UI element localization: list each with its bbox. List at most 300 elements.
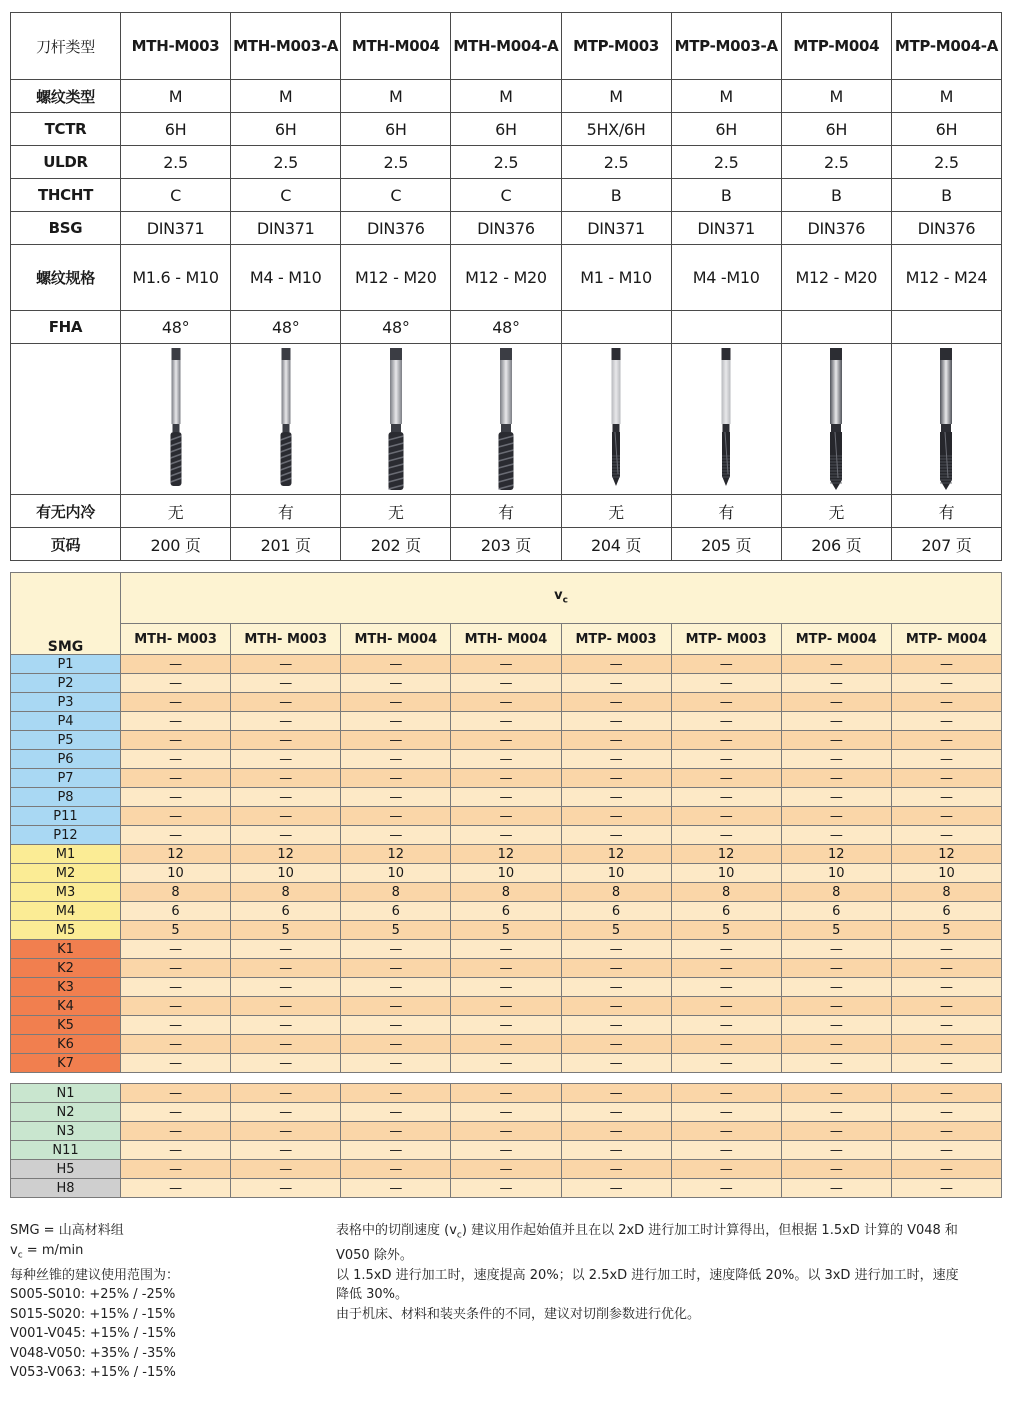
row-label: 有无内冷: [11, 495, 121, 528]
vc-value: —: [231, 788, 341, 807]
cutting-speed-table: [10, 572, 1002, 1198]
vc-value: —: [561, 655, 671, 674]
note-line-2: V050 除外。: [336, 1248, 413, 1264]
vc-row: [11, 1035, 1002, 1054]
vc-value: —: [341, 1084, 451, 1103]
vc-value: —: [341, 1103, 451, 1122]
vc-value: 12: [341, 845, 451, 864]
vc-value: 5: [561, 921, 671, 940]
vc-value: —: [561, 1084, 671, 1103]
vc-value: —: [231, 1054, 341, 1073]
spec-row: [11, 179, 1002, 212]
vc-unit: $v_c = m/\min$: [10, 1242, 84, 1261]
vc-value: 6: [891, 902, 1001, 921]
vc-row: [11, 1054, 1002, 1073]
vc-value: —: [891, 693, 1001, 712]
column-header: MTP-M003-A: [671, 13, 781, 80]
vc-value: —: [671, 1016, 781, 1035]
spec-cell: 2.5: [781, 146, 891, 179]
vc-value: —: [781, 1160, 891, 1179]
page-cell: 205 页: [671, 528, 781, 561]
vc-value: —: [231, 807, 341, 826]
vc-value: —: [561, 693, 671, 712]
vc-value: 8: [891, 883, 1001, 902]
spec-cell: 2.5: [231, 146, 341, 179]
row-label: TCTR: [11, 113, 121, 146]
vc-value: —: [781, 1122, 891, 1141]
vc-value: —: [781, 1016, 891, 1035]
smg-cell: K1: [11, 940, 121, 959]
vc-value: —: [891, 712, 1001, 731]
smg-definition: SMG = 山高材料组: [10, 1223, 124, 1238]
vc-value: 6: [561, 902, 671, 921]
vc-value: —: [121, 1103, 231, 1122]
vc-value: —: [891, 1103, 1001, 1122]
vc-value: —: [121, 731, 231, 750]
range-item: V001-V045: +15% / -15%: [10, 1326, 176, 1342]
vc-value: —: [561, 826, 671, 845]
vc-value: —: [341, 1054, 451, 1073]
vc-value: —: [561, 807, 671, 826]
row-label-empty: [11, 344, 121, 495]
vc-value: —: [451, 978, 561, 997]
vc-value: 10: [781, 864, 891, 883]
vc-value: 12: [451, 845, 561, 864]
spiral-point-tap-icon: [601, 346, 631, 492]
spec-cell: 2.5: [671, 146, 781, 179]
vc-value: —: [561, 997, 671, 1016]
vc-value: —: [341, 674, 451, 693]
vc-value: —: [781, 655, 891, 674]
vc-value: —: [671, 1160, 781, 1179]
vc-value: 6: [231, 902, 341, 921]
spec-cell: 6H: [781, 113, 891, 146]
vc-value: —: [561, 1179, 671, 1198]
vc-row: [11, 807, 1002, 826]
spec-cell: 6H: [121, 113, 231, 146]
vc-value: 8: [671, 883, 781, 902]
vc-value: —: [341, 826, 451, 845]
vc-value: —: [561, 1016, 671, 1035]
spec-cell: M: [121, 80, 231, 113]
row-label: 螺纹类型: [11, 80, 121, 113]
vc-value: —: [781, 1054, 891, 1073]
tool-spec-table: [10, 12, 1002, 561]
vc-row: [11, 959, 1002, 978]
range-item: V048-V050: +35% / -35%: [10, 1345, 176, 1361]
spec-cell: 48°: [451, 311, 561, 344]
vc-value: —: [891, 1179, 1001, 1198]
vc-value: —: [341, 693, 451, 712]
smg-cell: P5: [11, 731, 121, 750]
vc-value: —: [561, 750, 671, 769]
tool-image-cell: [561, 344, 671, 495]
vc-value: —: [671, 959, 781, 978]
spec-cell: 2.5: [561, 146, 671, 179]
vc-value: —: [231, 1179, 341, 1198]
smg-cell: P7: [11, 769, 121, 788]
spec-cell: 2.5: [121, 146, 231, 179]
vc-row: [11, 997, 1002, 1016]
vc-value: 12: [231, 845, 341, 864]
smg-cell: P1: [11, 655, 121, 674]
spiral-point-tap-icon: [931, 346, 961, 492]
vc-row: [11, 693, 1002, 712]
spec-row: [11, 146, 1002, 179]
vc-value: 12: [561, 845, 671, 864]
vc-value: —: [891, 731, 1001, 750]
vc-value: —: [231, 940, 341, 959]
vc-value: —: [671, 750, 781, 769]
vc-value: —: [891, 1084, 1001, 1103]
spec-row: [11, 80, 1002, 113]
vc-value: —: [231, 769, 341, 788]
vc-value: —: [891, 826, 1001, 845]
vc-value: —: [671, 788, 781, 807]
note-line-4: 降低 30%。: [336, 1287, 409, 1303]
vc-value: 10: [231, 864, 341, 883]
page-cell: 203 页: [451, 528, 561, 561]
vc-value: —: [451, 1035, 561, 1054]
vc-value: 8: [781, 883, 891, 902]
vc-value: —: [121, 712, 231, 731]
vc-value: —: [231, 693, 341, 712]
spec-cell: 48°: [121, 311, 231, 344]
spec-cell: M: [781, 80, 891, 113]
smg-cell: P3: [11, 693, 121, 712]
vc-row: [11, 1103, 1002, 1122]
vc-value: —: [451, 1016, 561, 1035]
range-title: 每种丝锥的建议使用范围为：: [10, 1267, 180, 1283]
vc-value: —: [781, 731, 891, 750]
vc-value: —: [231, 1103, 341, 1122]
vc-value: —: [451, 769, 561, 788]
vc-value: —: [451, 1141, 561, 1160]
vc-value: —: [341, 1179, 451, 1198]
spec-cell: M12 - M24: [891, 245, 1001, 311]
vc-value: —: [121, 1084, 231, 1103]
spec-row: [11, 245, 1002, 311]
vc-value: —: [451, 750, 561, 769]
vc-value: 10: [341, 864, 451, 883]
spec-cell: 2.5: [891, 146, 1001, 179]
spec-cell: C: [451, 179, 561, 212]
note-line-5: 由于机床、材料和装夹条件的不同，建议对切削参数进行优化。: [336, 1306, 701, 1322]
vc-row: [11, 978, 1002, 997]
vc-value: —: [781, 997, 891, 1016]
tool-image-cell: [671, 344, 781, 495]
vc-value: —: [561, 1122, 671, 1141]
coolant-cell: 无: [561, 495, 671, 528]
spiral-point-tap-icon: [711, 346, 741, 492]
vc-value: —: [671, 1054, 781, 1073]
vc-value: —: [341, 731, 451, 750]
vc-value: —: [451, 693, 561, 712]
vc-value: —: [451, 788, 561, 807]
vc-value: —: [451, 1103, 561, 1122]
vc-value: 5: [671, 921, 781, 940]
vc-value: 5: [121, 921, 231, 940]
page-cell: 200 页: [121, 528, 231, 561]
vc-row: [11, 1179, 1002, 1198]
vc-value: —: [781, 940, 891, 959]
vc-value: —: [671, 712, 781, 731]
vc-value: —: [561, 1160, 671, 1179]
vc-row: [11, 902, 1002, 921]
vc-column-header: MTP- M003: [671, 624, 781, 655]
page-cell: 202 页: [341, 528, 451, 561]
coolant-cell: 有: [891, 495, 1001, 528]
vc-row: [11, 788, 1002, 807]
smg-cell: N3: [11, 1122, 121, 1141]
vc-value: —: [231, 997, 341, 1016]
range-item: S015-S020: +15% / -15%: [10, 1306, 176, 1322]
smg-header: SMG: [11, 624, 121, 655]
vc-value: —: [451, 807, 561, 826]
vc-value: —: [121, 959, 231, 978]
spec-cell: C: [121, 179, 231, 212]
smg-cell: N1: [11, 1084, 121, 1103]
spec-cell: 2.5: [341, 146, 451, 179]
vc-value: 8: [451, 883, 561, 902]
vc-value: 8: [561, 883, 671, 902]
vc-value: —: [341, 655, 451, 674]
vc-value: —: [671, 940, 781, 959]
vc-row: [11, 1084, 1002, 1103]
vc-value: —: [781, 788, 891, 807]
row-label: 刀杆类型: [11, 13, 121, 80]
vc-row: [11, 864, 1002, 883]
vc-row: [11, 940, 1002, 959]
coolant-cell: 无: [781, 495, 891, 528]
coolant-cell: 无: [121, 495, 231, 528]
vc-value: —: [231, 1084, 341, 1103]
vc-value: —: [121, 997, 231, 1016]
vc-value: 10: [121, 864, 231, 883]
spiral-flute-tap-icon: [381, 346, 411, 492]
spec-cell: [891, 311, 1001, 344]
vc-value: 5: [341, 921, 451, 940]
vc-column-header: MTH- M003: [231, 624, 341, 655]
vc-column-header-row: [11, 624, 1002, 655]
page-cell: 206 页: [781, 528, 891, 561]
spec-cell: DIN371: [561, 212, 671, 245]
spiral-point-tap-icon: [821, 346, 851, 492]
vc-value: —: [121, 674, 231, 693]
note-line-1: 表格中的切削速度 $(v_c)$ 建议用作起始值并且在以 2xD 进行加工时计算得出，但根据 1.5xD 计算的 V048 和: [336, 1223, 958, 1241]
vc-row: [11, 674, 1002, 693]
spec-cell: M: [451, 80, 561, 113]
vc-value: —: [781, 693, 891, 712]
vc-value: —: [121, 1141, 231, 1160]
vc-value: —: [121, 1054, 231, 1073]
vc-value: —: [231, 826, 341, 845]
column-header: MTP-M004: [781, 13, 891, 80]
vc-value: —: [121, 788, 231, 807]
vc-value: —: [451, 1054, 561, 1073]
smg-cell: N2: [11, 1103, 121, 1122]
smg-cell: K2: [11, 959, 121, 978]
vc-value: —: [891, 788, 1001, 807]
smg-cell: M4: [11, 902, 121, 921]
spec-cell: B: [781, 179, 891, 212]
spec-cell: DIN376: [341, 212, 451, 245]
vc-value: 6: [671, 902, 781, 921]
spiral-flute-tap-icon: [161, 346, 191, 492]
vc-value: —: [121, 655, 231, 674]
tool-image-cell: [451, 344, 561, 495]
range-list: [10, 1285, 310, 1383]
spec-cell: DIN371: [121, 212, 231, 245]
vc-value: —: [561, 959, 671, 978]
smg-cell: K6: [11, 1035, 121, 1054]
vc-value: —: [671, 807, 781, 826]
spec-cell: B: [561, 179, 671, 212]
vc-value: —: [891, 1016, 1001, 1035]
spec-cell: C: [341, 179, 451, 212]
spec-cell: M1 - M10: [561, 245, 671, 311]
vc-value: —: [671, 674, 781, 693]
vc-value: —: [231, 959, 341, 978]
vc-row: [11, 769, 1002, 788]
range-item: V053-V063: +15% / -15%: [10, 1365, 176, 1381]
vc-value: —: [451, 1122, 561, 1141]
vc-column-header: MTP- M004: [891, 624, 1001, 655]
coolant-cell: 有: [451, 495, 561, 528]
vc-value: 6: [451, 902, 561, 921]
spec-cell: 6H: [891, 113, 1001, 146]
spec-cell: [671, 311, 781, 344]
vc-row: [11, 826, 1002, 845]
vc-value: —: [451, 940, 561, 959]
spec-cell: M: [561, 80, 671, 113]
page-cell: 204 页: [561, 528, 671, 561]
vc-value: —: [561, 769, 671, 788]
vc-row: [11, 712, 1002, 731]
smg-cell: K4: [11, 997, 121, 1016]
vc-value: —: [671, 655, 781, 674]
vc-value: —: [451, 959, 561, 978]
vc-value: —: [891, 1122, 1001, 1141]
row-label: FHA: [11, 311, 121, 344]
row-label: 页码: [11, 528, 121, 561]
vc-value: —: [781, 1084, 891, 1103]
vc-value: —: [561, 788, 671, 807]
spec-cell: 6H: [671, 113, 781, 146]
vc-value: —: [671, 1179, 781, 1198]
coolant-cell: 无: [341, 495, 451, 528]
vc-value: —: [671, 978, 781, 997]
coolant-cell: 有: [671, 495, 781, 528]
vc-row: [11, 731, 1002, 750]
spec-cell: M: [341, 80, 451, 113]
column-header: MTH-M003: [121, 13, 231, 80]
smg-cell: M1: [11, 845, 121, 864]
spec-cell: M12 - M20: [341, 245, 451, 311]
vc-value: —: [891, 997, 1001, 1016]
vc-value: 5: [891, 921, 1001, 940]
vc-value: —: [231, 1035, 341, 1054]
vc-row: [11, 750, 1002, 769]
column-header: MTP-M003: [561, 13, 671, 80]
spec-cell: M4 - M10: [231, 245, 341, 311]
vc-value: —: [121, 1035, 231, 1054]
coolant-cell: 有: [231, 495, 341, 528]
vc-value: —: [121, 769, 231, 788]
spec-cell: M12 - M20: [781, 245, 891, 311]
vc-column-header: MTH- M003: [121, 624, 231, 655]
vc-value: 10: [561, 864, 671, 883]
vc-value: —: [891, 769, 1001, 788]
vc-value: —: [671, 1122, 781, 1141]
vc-value: —: [561, 1035, 671, 1054]
spec-cell: DIN376: [891, 212, 1001, 245]
vc-value: —: [451, 655, 561, 674]
vc-value: —: [891, 1054, 1001, 1073]
vc-value: —: [561, 940, 671, 959]
vc-value: —: [891, 959, 1001, 978]
vc-value: —: [341, 712, 451, 731]
row-label: THCHT: [11, 179, 121, 212]
spec-row: [11, 113, 1002, 146]
vc-title-row: [11, 573, 1002, 624]
tool-image-cell: [231, 344, 341, 495]
smg-cell: M5: [11, 921, 121, 940]
smg-cell: P8: [11, 788, 121, 807]
vc-row: [11, 1160, 1002, 1179]
vc-value: —: [891, 1141, 1001, 1160]
vc-value: 5: [231, 921, 341, 940]
vc-value: —: [671, 769, 781, 788]
smg-cell: P11: [11, 807, 121, 826]
vc-value: —: [561, 674, 671, 693]
vc-value: —: [671, 693, 781, 712]
tool-image-cell: [341, 344, 451, 495]
vc-value: —: [781, 1035, 891, 1054]
smg-cell: N11: [11, 1141, 121, 1160]
vc-value: —: [231, 1122, 341, 1141]
vc-value: —: [891, 978, 1001, 997]
vc-value: 10: [451, 864, 561, 883]
vc-value: —: [671, 1084, 781, 1103]
spec-cell: 6H: [451, 113, 561, 146]
spec-cell: [781, 311, 891, 344]
vc-title: [121, 573, 1002, 624]
vc-value: —: [341, 788, 451, 807]
spec-cell: M12 - M20: [451, 245, 561, 311]
vc-value: —: [121, 1179, 231, 1198]
vc-value: —: [561, 712, 671, 731]
vc-value: —: [121, 1122, 231, 1141]
vc-column-header: MTP- M004: [781, 624, 891, 655]
vc-value: —: [891, 674, 1001, 693]
vc-value: —: [231, 978, 341, 997]
vc-value: —: [231, 1016, 341, 1035]
vc-value: —: [121, 693, 231, 712]
vc-value: —: [781, 807, 891, 826]
vc-value: —: [341, 1016, 451, 1035]
vc-value: —: [341, 807, 451, 826]
vc-row: [11, 883, 1002, 902]
vc-value: —: [231, 750, 341, 769]
notes-left: [10, 1221, 310, 1383]
vc-value: —: [121, 940, 231, 959]
vc-value: —: [781, 769, 891, 788]
spec-cell: M4 -M10: [671, 245, 781, 311]
vc-value: —: [781, 674, 891, 693]
vc-value: —: [451, 1084, 561, 1103]
vc-value: —: [341, 1035, 451, 1054]
